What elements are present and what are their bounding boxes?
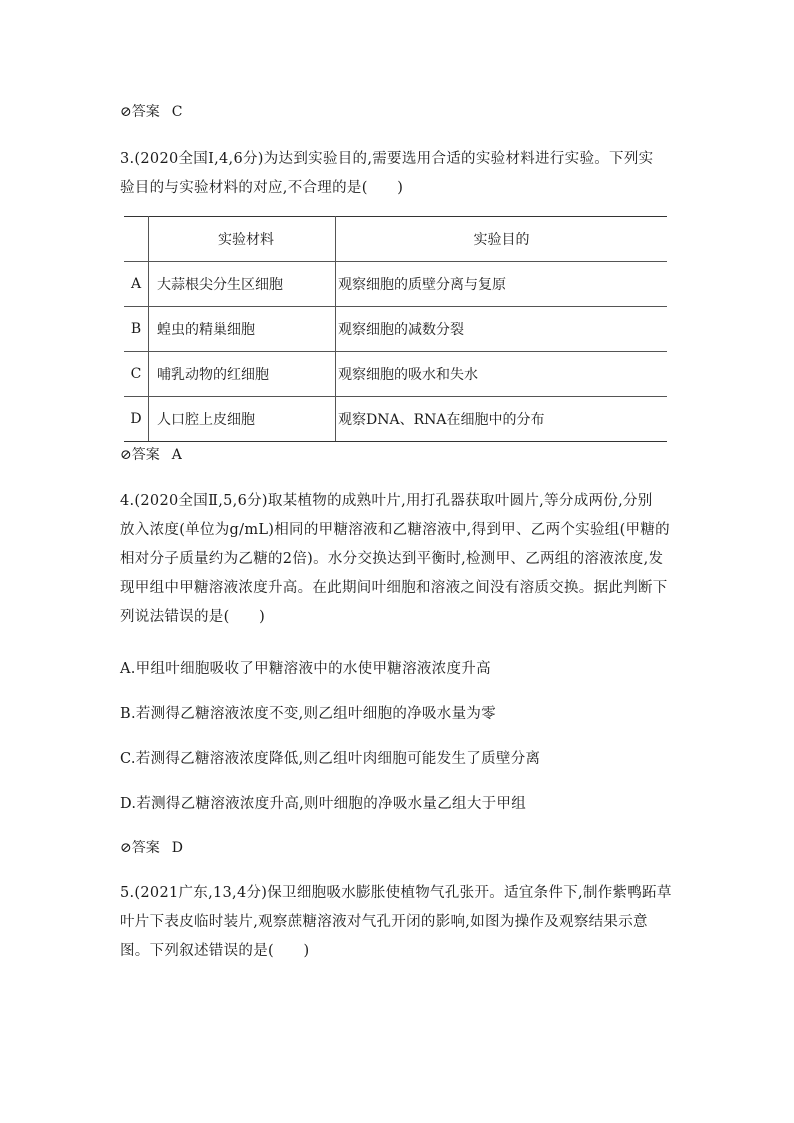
experiment-table (124, 216, 667, 442)
answer-value: C (171, 104, 183, 120)
table-row (124, 307, 667, 352)
question-4 (120, 487, 680, 632)
row-label: A (124, 262, 149, 307)
answer-line (120, 838, 183, 858)
row-label: B (124, 307, 149, 352)
answer-label: ⊘答案 (120, 840, 160, 856)
option-c: C.若测得乙糖溶液浓度降低,则乙组叶肉细胞可能发生了质壁分离 (120, 751, 541, 767)
question-3 (120, 145, 680, 203)
row-material: 哺乳动物的红细胞 (149, 352, 336, 397)
question-5 (120, 879, 680, 966)
row-aim: 观察细胞的吸水和失水 (336, 352, 668, 397)
question-4-line-5: 列说法错误的是( ) (120, 609, 266, 625)
row-label: D (124, 397, 149, 442)
option-b: B.若测得乙糖溶液浓度不变,则乙组叶细胞的净吸水量为零 (120, 706, 496, 722)
row-aim: 观察细胞的减数分裂 (336, 307, 668, 352)
table-row (124, 397, 667, 442)
answer-value: D (171, 840, 183, 856)
option-d: D.若测得乙糖溶液浓度升高,则叶细胞的净吸水量乙组大于甲组 (120, 796, 527, 812)
table-row (124, 352, 667, 397)
row-label: C (124, 352, 149, 397)
question-4-line-3: 相对分子质量约为乙糖的2倍)。水分交换达到平衡时,检测甲、乙两组的溶液浓度,发 (120, 551, 664, 567)
question-5-line-2: 叶片下表皮临时装片,观察蔗糖溶液对气孔开闭的影响,如图为操作及观察结果示意 (120, 914, 648, 930)
answer-label: ⊘答案 (120, 447, 160, 463)
answer-value: A (171, 447, 182, 463)
question-3-line-2: 验目的与实验材料的对应,不合理的是( ) (120, 180, 404, 196)
answer-label: ⊘答案 (120, 104, 160, 120)
row-aim: 观察DNA、RNA在细胞中的分布 (336, 397, 668, 442)
header-material: 实验材料 (149, 217, 336, 262)
answer-line (120, 102, 182, 122)
header-label-cell (124, 217, 149, 262)
row-material: 人口腔上皮细胞 (149, 397, 336, 442)
row-material: 蝗虫的精巢细胞 (149, 307, 336, 352)
option-a: A.甲组叶细胞吸收了甲糖溶液中的水使甲糖溶液浓度升高 (120, 661, 491, 677)
row-material: 大蒜根尖分生区细胞 (149, 262, 336, 307)
question-3-line-1: 3.(2020全国Ⅰ,4,6分)为达到实验目的,需要选用合适的实验材料进行实验。下列实 (120, 151, 654, 167)
question-4-line-2: 放入浓度(单位为g/mL)相同的甲糖溶液和乙糖溶液中,得到甲、乙两个实验组(甲糖的 (120, 522, 670, 538)
table-row (124, 262, 667, 307)
question-5-line-3: 图。下列叙述错误的是( ) (120, 943, 310, 959)
row-aim: 观察细胞的质壁分离与复原 (336, 262, 668, 307)
question-4-line-4: 现甲组中甲糖溶液浓度升高。在此期间叶细胞和溶液之间没有溶质交换。据此判断下 (120, 580, 668, 596)
question-5-line-1: 5.(2021广东,13,4分)保卫细胞吸水膨胀使植物气孔张开。适宜条件下,制作紫鸭跖草 (120, 885, 672, 901)
answer-line (120, 445, 182, 465)
table-header-row (124, 217, 667, 262)
question-4-line-1: 4.(2020全国Ⅱ,5,6分)取某植物的成熟叶片,用打孔器获取叶圆片,等分成两份,分别 (120, 493, 653, 509)
header-aim: 实验目的 (336, 217, 668, 262)
